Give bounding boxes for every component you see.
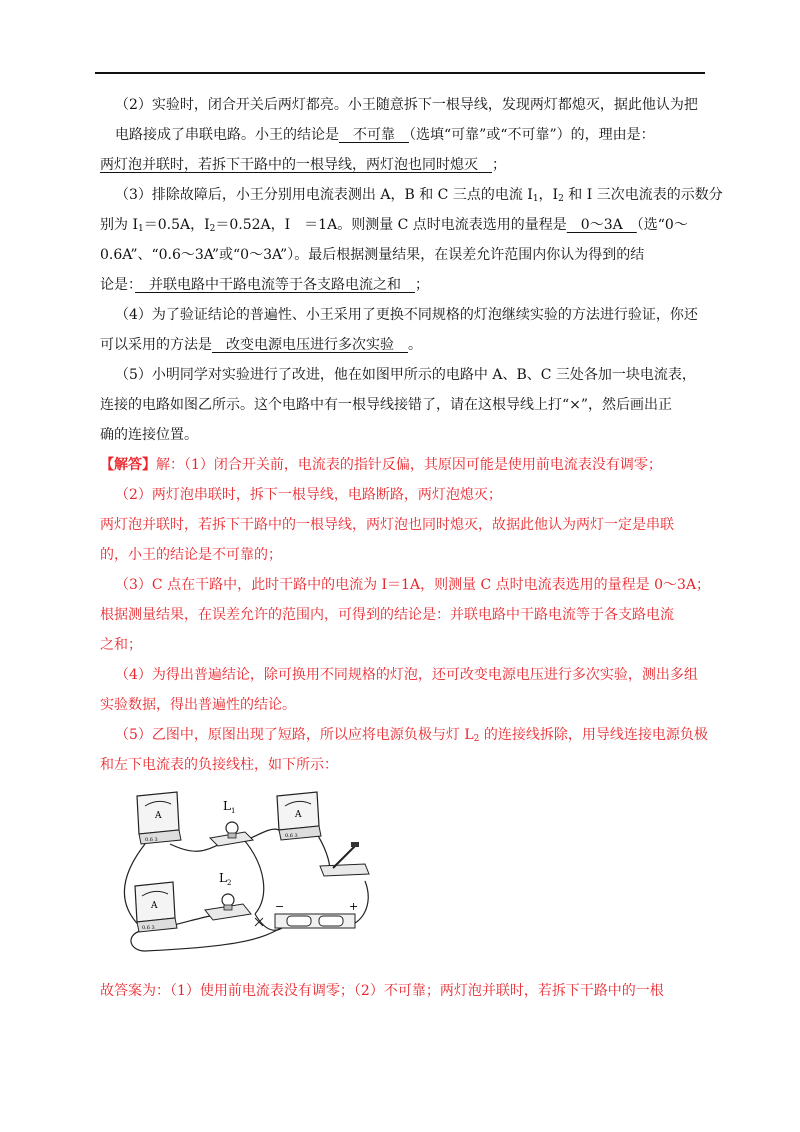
q3-line-2: 别为 $I_1=0.5A$，$I_2=0.52A$，I ＝1A。则测量 C 点时电流表选用的量程是 0～3A （选“0～ [100,217,688,234]
answer-line-4: 的，小王的结论是不可靠的； [100,547,282,563]
answer-line-3: 两灯泡并联时，若拆下干路中的一根导线，两灯泡也同时熄灭，故据此他认为两灯一定是串联 [100,517,674,533]
document-body [100,90,723,1006]
q2-line-3: 两灯泡并联时，若拆下干路中的一根导线，两灯泡也同时熄灭 ； [100,157,506,173]
q5-line-2: 连接的电路如图乙所示。这个电路中有一根导线接错了，请在这根导线上打“×”，然后画出正 [100,397,673,413]
answer-tag: 【解答】 [100,457,156,473]
battery-minus: − [275,900,285,913]
answer-line-10: （5）乙图中，原图出现了短路，所以应将电源负极与灯 $L_2$ 的连接线拆除，用导线连接电源负极 [115,727,708,744]
q2-line-1: （2）实验时，闭合开关后两灯都亮。小王随意拆下一根导线，发现两灯都熄灭，据此他认为把 [115,97,698,113]
ammeter-scale: 0.6 3 [145,837,158,843]
ammeter-bottom-left [135,882,177,932]
answer-blank: 0～3A [566,217,637,233]
answer-line-9: 实验数据，得出普遍性的结论。 [100,697,296,713]
ammeter-label: A [155,811,162,821]
ammeter-top-right [277,792,321,840]
battery [275,900,358,928]
answer-blank: 不可靠 [339,127,409,143]
q3-line-3: 0.6A”、“0.6～3A”或“0～3A”）。最后根据测量结果，在误差允许范围内你认为得到的结 [100,247,645,263]
wire [245,841,264,914]
ammeter-scale: 0.6 3 [142,925,155,931]
ammeter-scale: 0.6 3 [285,833,298,839]
q3-line-1: （3）排除故障后，小王分别用电流表测出 A，B 和 C 三点的电流 $I_1$，$I_2$ 和 I 三次电流表的示数分 [115,187,723,204]
answer-blank: 并联电路中干路电流等于各支路电流之和 [135,277,415,293]
answer-blank: 改变电源电压进行多次实验 [212,337,408,353]
ammeter-label: A [295,810,302,820]
header-rule [95,72,705,74]
svg-text:2: 2 [227,879,232,887]
q4-line-1: （4）为了验证结论的普遍性、小王采用了更换不同规格的灯泡继续实验的方法进行验证，你还 [115,307,698,323]
lamp-l1 [210,799,253,846]
answer-line-8: （4）为得出普遍结论，除可换用不同规格的灯泡，还可改变电源电压进行多次实验，测出多组 [115,667,698,683]
q3-line-4: 论是： 并联电路中干路电流等于各支路电流之和 ； [100,277,429,293]
answer-line-7: 之和； [100,637,142,653]
q2-line-2: 电路接成了串联电路。小王的结论是 不可靠 （选填“可靠”或“不可靠”）的，理由是： [115,127,655,143]
q5-line-1: （5）小明同学对实验进行了改进，他在如图甲所示的电路中 A、B、C 三处各加一块电流表， [115,367,696,383]
circuit-figure [115,786,375,956]
circuit-diagram [115,786,375,956]
switch [320,842,369,876]
ammeter-label: A [151,901,158,911]
svg-text:1: 1 [231,807,236,815]
answer-line-5: （3）C 点在干路中，此时干路中的电流为 I＝1A，则测量 C 点时电流表选用的量程是 0～3A； [115,577,711,593]
wire [170,844,220,851]
q4-line-2: 可以采用的方法是 改变电源电压进行多次实验 。 [100,337,422,353]
q5-line-3: 确的连接位置。 [100,427,198,443]
answer-line-11: 和左下电流表的负接线柱，如下所示： [100,757,338,773]
wire [315,831,330,871]
answer-line-2: （2）两灯泡串联时，拆下一根导线，电路断路，两灯泡熄灭； [115,487,502,503]
lamp-l2-label: L [219,871,227,885]
ammeter-top-left [137,792,181,844]
battery-plus: + [349,900,359,913]
lamp-l1-label: L [223,799,231,813]
answer-blank: 两灯泡并联时，若拆下干路中的一根导线，两灯泡也同时熄灭 [100,157,492,173]
lamp-l2 [205,871,251,920]
answer-line-1: 【解答】解：（1）闭合开关前，电流表的指针反偏，其原因可能是使用前电流表没有调零； [100,457,662,473]
final-answer-line: 故答案为：（1）使用前电流表没有调零；（2）不可靠；两灯泡并联时，若拆下干路中的一根 [100,983,664,999]
answer-line-6: 根据测量结果，在误差允许的范围内，可得到的结论是：并联电路中干路电流等于各支路电流 [100,607,674,623]
